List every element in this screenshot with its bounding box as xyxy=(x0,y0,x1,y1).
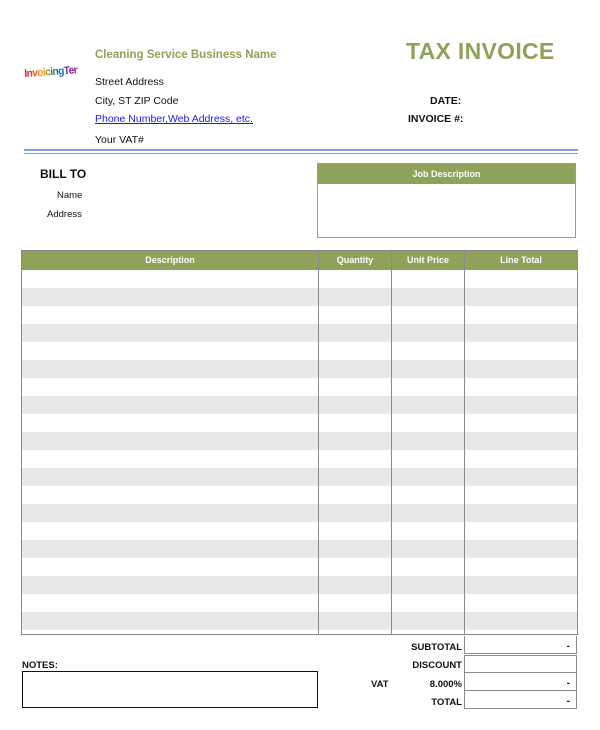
table-row[interactable] xyxy=(22,360,577,378)
street-address: Street Address xyxy=(95,76,164,88)
invoice-title: TAX INVOICE xyxy=(406,38,555,64)
date-label: DATE: xyxy=(430,95,462,107)
contact-link[interactable]: Phone Number,Web Address, etc. xyxy=(95,113,253,125)
subtotal-label: SUBTOTAL xyxy=(411,642,462,653)
line-items-table xyxy=(21,250,578,635)
total-value: - xyxy=(566,696,570,707)
table-row[interactable] xyxy=(22,396,577,414)
vat-label: VAT xyxy=(371,679,389,690)
table-row[interactable] xyxy=(22,612,577,630)
table-row[interactable] xyxy=(22,324,577,342)
table-row[interactable] xyxy=(22,468,577,486)
vat-rate: 8.000% xyxy=(429,679,462,690)
city-state-zip: City, ST ZIP Code xyxy=(95,95,179,107)
discount-value-cell[interactable] xyxy=(464,655,577,673)
total-label: TOTAL xyxy=(431,697,462,708)
header-divider xyxy=(24,149,578,151)
table-row[interactable] xyxy=(22,540,577,558)
table-row[interactable] xyxy=(22,288,577,306)
column-header-line-total: Line Total xyxy=(465,251,577,270)
subtotal-value: - xyxy=(566,641,570,652)
vat-number: Your VAT# xyxy=(95,134,144,146)
notes-box[interactable] xyxy=(22,671,318,708)
job-description-heading: Job Description xyxy=(318,164,575,184)
table-row[interactable] xyxy=(22,504,577,522)
bill-to-address-label: Address xyxy=(47,209,82,220)
column-divider xyxy=(391,251,392,635)
column-header-description: Description xyxy=(22,251,318,270)
column-divider xyxy=(318,251,319,635)
bill-to-name-label: Name xyxy=(57,190,83,201)
invoice-number-label: INVOICE #: xyxy=(408,113,464,125)
column-divider xyxy=(464,251,465,635)
table-row[interactable] xyxy=(22,576,577,594)
vat-value: - xyxy=(566,678,570,689)
bill-to-heading: BILL TO xyxy=(40,167,87,181)
header-divider-thin xyxy=(24,153,578,154)
discount-label: DISCOUNT xyxy=(412,660,462,671)
invoicing-template-logo: InvoicingTemplate xyxy=(24,64,79,94)
column-header-quantity: Quantity xyxy=(319,251,391,270)
business-name: Cleaning Service Business Name xyxy=(95,49,277,61)
column-header-unit-price: Unit Price xyxy=(392,251,464,270)
table-row[interactable] xyxy=(22,432,577,450)
notes-label: NOTES: xyxy=(22,660,58,671)
